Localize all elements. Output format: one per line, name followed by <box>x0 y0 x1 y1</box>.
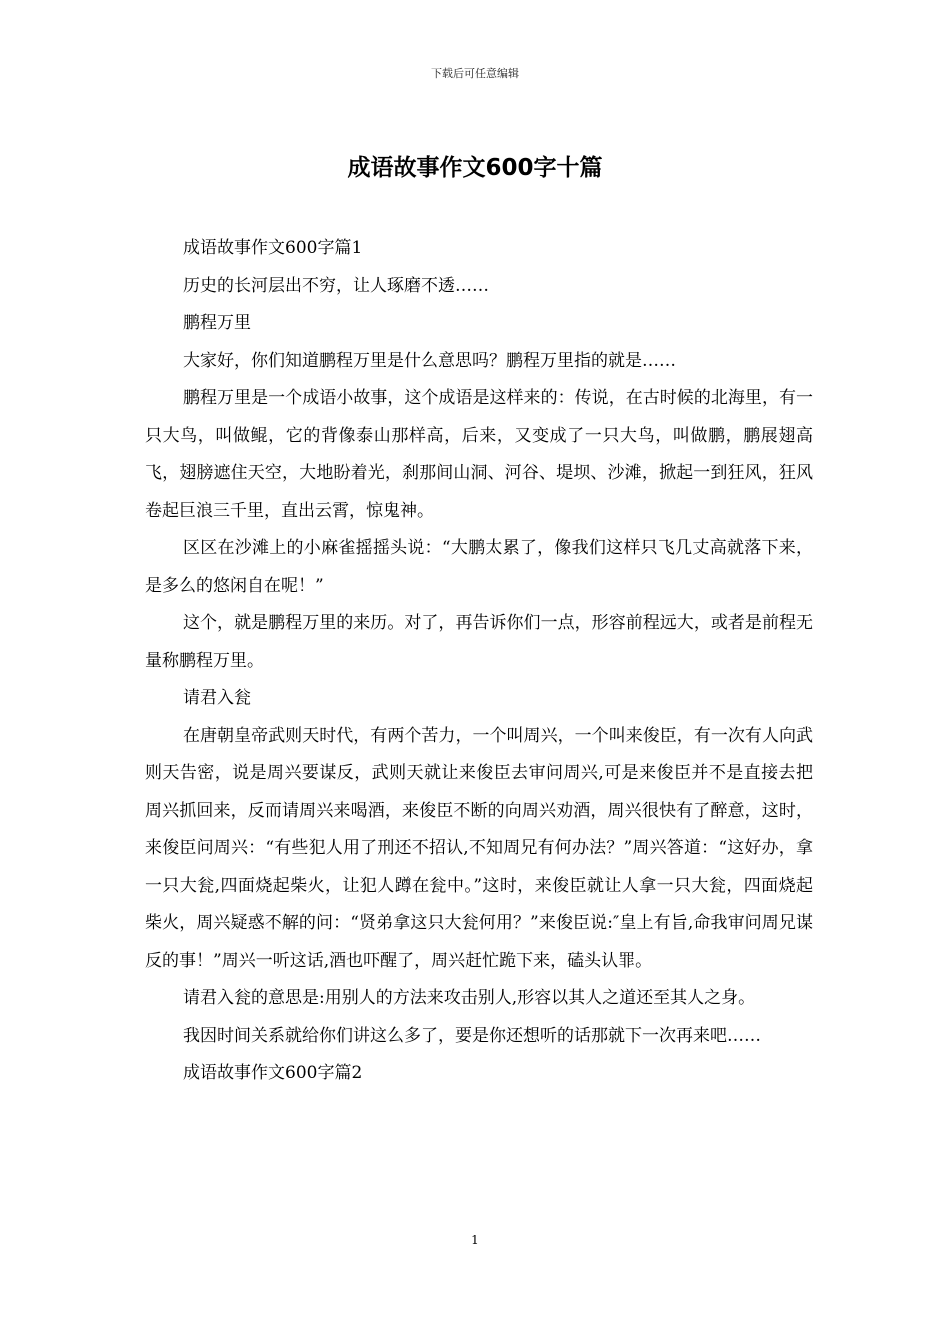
document-body <box>145 230 813 1093</box>
section-heading: 成语故事作文600字篇1 <box>183 238 363 258</box>
body-paragraph: 请君入瓮的意思是:用别人的方法来攻击别人,形容以其人之道还至其人之身。 <box>183 988 756 1008</box>
body-paragraph: 鹏程万里是一个成语小故事，这个成语是这样来的：传说，在古时候的北海里，有一只大鸟，叫做鲲，它的背像泰山那样高，后来，又变成了一只大鸟，叫做鹏，鹏展翅高飞，翅膀遮住天空，大地盼着光，刹那间山洞、河谷、堤坝、沙滩，掀起一到狂风，狂风卷起巨浪三千里，直出云霄，惊鬼神。 <box>145 388 813 521</box>
idiom-heading: 鹏程万里 <box>183 313 251 333</box>
document-title: 成语故事作文600字十篇 <box>347 155 603 181</box>
body-paragraph: 大家好，你们知道鹏程万里是什么意思吗？鹏程万里指的就是…… <box>183 350 676 371</box>
page-number: 1 <box>471 1233 479 1247</box>
body-paragraph: 我因时间关系就给你们讲这么多了，要是你还想听的话那就下一次再来吧…… <box>183 1025 761 1046</box>
body-paragraph: 这个，就是鹏程万里的来历。对了，再告诉你们一点，形容前程远大，或者是前程无量称鹏程万里。 <box>145 613 813 671</box>
section-heading: 成语故事作文600字篇2 <box>183 1063 363 1083</box>
idiom-heading: 请君入瓮 <box>183 688 251 708</box>
body-paragraph: 区区在沙滩上的小麻雀摇摇头说：“大鹏太累了，像我们这样只飞几丈高就落下来，是多么的悠闲自在呢！” <box>145 538 813 596</box>
body-paragraph: 在唐朝皇帝武则天时代，有两个苦力，一个叫周兴，一个叫来俊臣，有一次有人向武则天告密，说是周兴要谋反，武则天就让来俊臣去审问周兴,可是来俊臣并不是直接去把周兴抓回来，反而请周兴来喝酒，来俊臣不断的向周兴劝酒，周兴很快有了醉意，这时，来俊臣问周兴：“有些犯人用了刑还不招认,不知周兄有何办法？”周兴答道：“这好办，拿一只大瓮,四面烧起柴火，让犯人蹲在瓮中。”这时，来俊臣就让人拿一只大瓮，四面烧起柴火，周兴疑惑不解的问：“贤弟拿这只大瓮何用？”来俊臣说:″皇上有旨,命我审问周兄谋反的事！”周兴一听这话,酒也吓醒了，周兴赶忙跪下来，磕头认罪。 <box>145 725 813 971</box>
header-note: 下载后可任意编辑 <box>431 67 519 80</box>
body-paragraph: 历史的长河层出不穷，让人琢磨不透…… <box>183 275 489 296</box>
